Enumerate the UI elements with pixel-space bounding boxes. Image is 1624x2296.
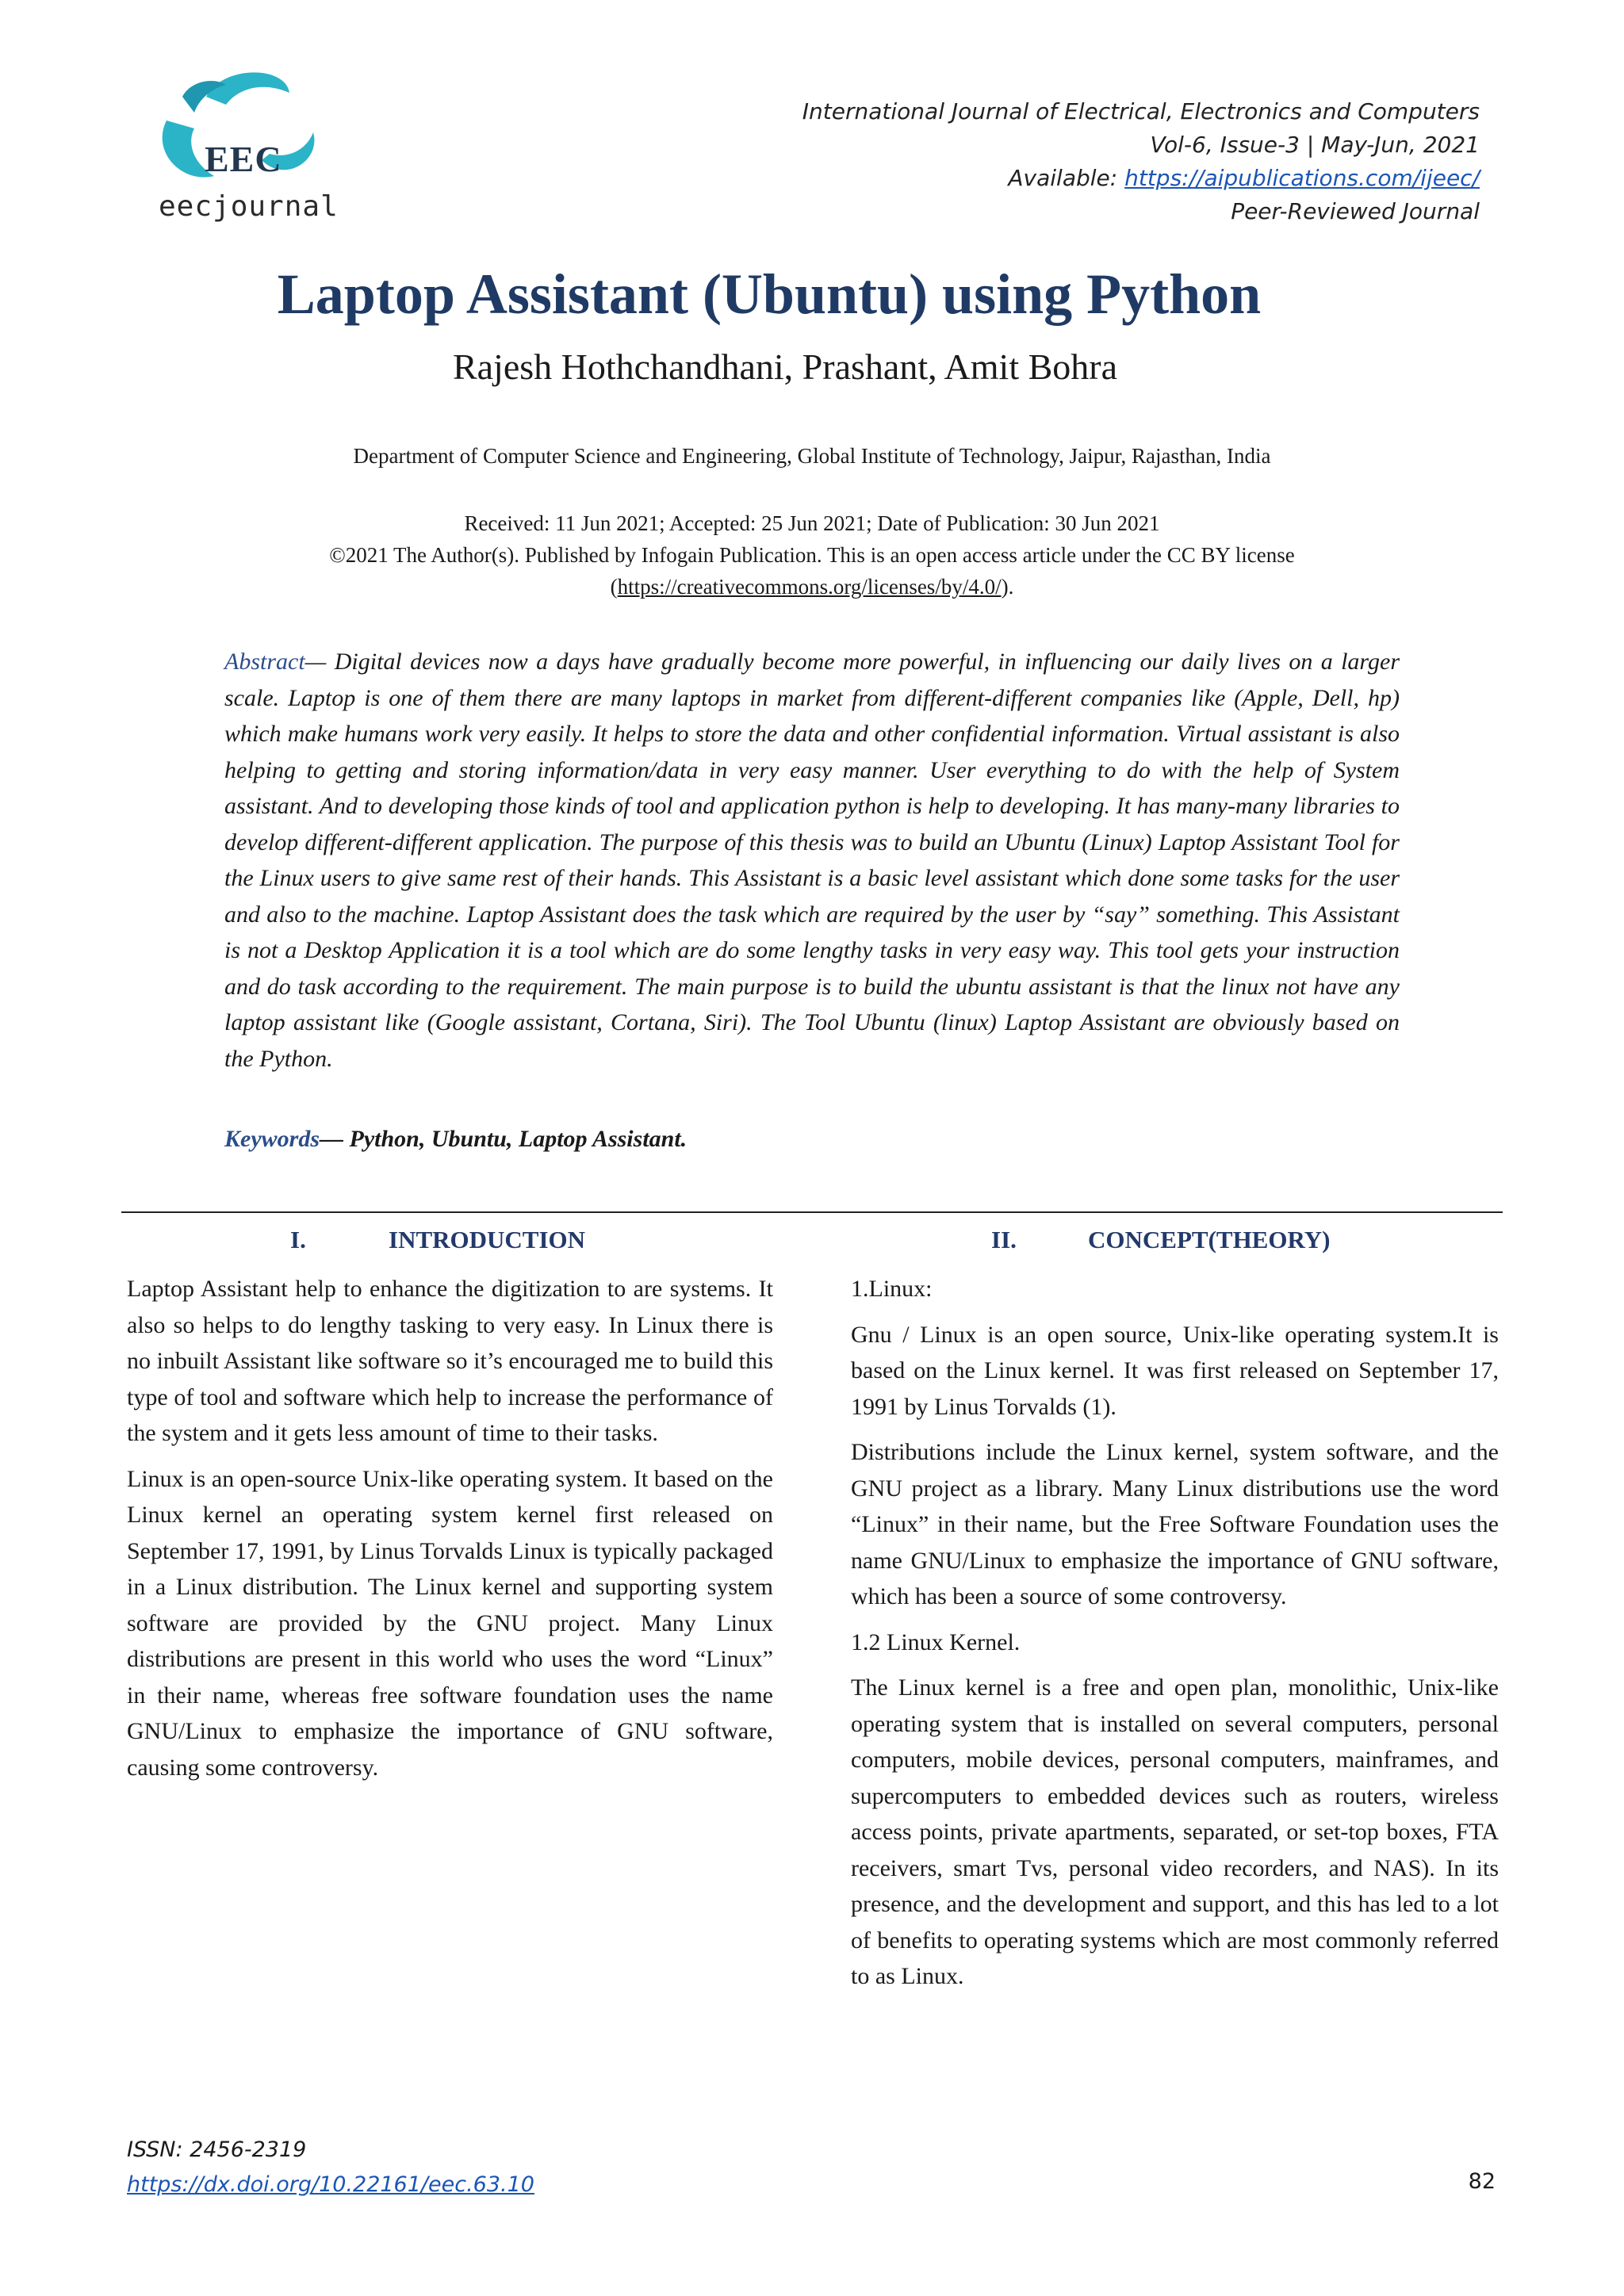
intro-paragraph: Linux is an open-source Unix-like operating system. It based on the Linux kernel an operating system kernel first released on September 17, 1991, by Linus Torvalds Linux is typically packaged in a Linux distribution. The Linux kernel and supporting system software are provided by the GNU project. Many Linux distributions are present in this world who uses the word “Linux” in their name, whereas free software foundation uses the name GNU/Linux to emphasize the importance of GNU software, causing some controversy. (127, 1465, 773, 1781)
journal-url-link[interactable]: https://aipublications.com/ijeec/ (1124, 165, 1480, 191)
publication-info (0, 507, 1624, 603)
journal-info (802, 95, 1480, 228)
concept-paragraph: Gnu / Linux is an open source, Unix-like operating system.It is based on the Linux kernel. It was first released on September 17, 1991 by Linus Torvalds (1). (851, 1321, 1499, 1420)
review-type: Peer-Reviewed Journal (1231, 198, 1480, 224)
available-label: Available: (1008, 165, 1118, 191)
concept-column (851, 1271, 1499, 2004)
license-link[interactable]: https://creativecommons.org/licenses/by/4.0/ (617, 575, 1002, 599)
intro-number: I. (290, 1226, 306, 1253)
footer (127, 2133, 534, 2202)
publication-dates: Received: 11 Jun 2021; Accepted: 25 Jun 2021; Date of Publication: 30 Jun 2021 (464, 511, 1160, 535)
concept-subheading: 1.Linux: (851, 1276, 933, 1302)
doi-link[interactable]: https://dx.doi.org/10.22161/eec.63.10 (127, 2172, 534, 2197)
intro-column (127, 1271, 773, 1795)
logo-wordmark: EEC (205, 139, 282, 179)
affiliation: Department of Computer Science and Engineering, Global Institute of Technology, Jaipur, Rajasthan, India (353, 444, 1271, 468)
logo-label: eecjournal (159, 190, 339, 223)
issn: ISSN: 2456-2319 (127, 2137, 307, 2162)
intro-paragraph: Laptop Assistant help to enhance the digitization to are systems. It also so helps to do lengthy tasking to very easy. In Linux there is no inbuilt Assistant like software so it’s encouraged me to build this type of tool and software which help to increase the performance of the system and it gets less amount of time to their tasks. (127, 1276, 773, 1446)
abstract-label: Abstract (224, 649, 305, 675)
volume-issue: Vol-6, Issue-3 | May-Jun, 2021 (1150, 132, 1480, 158)
section-divider (121, 1211, 1503, 1213)
abstract (224, 644, 1400, 1077)
abstract-text: — Digital devices now a days have gradually become more powerful, in influencing our daily lives on a larger scale. Laptop is one of them there are many laptops in market from different-different companies like (Apple, Dell, hp) which make humans work very easily. It helps to store the data and other confidential information. Virtual assistant is also helping to getting and storing information/data in very easy manner. User everything to do with the help of System assistant. And to developing those kinds of tool and application python is help to developing. It has many-many libraries to develop different-different application. The purpose of this thesis was to build an Ubuntu (Linux) Laptop Assistant Tool for the Linux users to give same rest of their hands. This Assistant is a basic level assistant which done some tasks for the user and also to the machine. Laptop Assistant does the task which are required by the user by “say” something. This Assistant is not a Desktop Application it is a tool which are do some lengthy tasks in very easy way. This tool gets your instruction and do task according to the requirement. The main purpose is to build the ubuntu assistant is that the linux not have any laptop assistant like (Google assistant, Cortana, Siri). The Tool Ubuntu (linux) Laptop Assistant are obviously based on the Python. (224, 649, 1400, 1072)
concept-subheading: 1.2 Linux Kernel. (851, 1628, 1021, 1655)
copyright-notice: ©2021 The Author(s). Published by Infogain Publication. This is an open access article under the CC BY license (329, 543, 1295, 567)
concept-number: II. (991, 1226, 1017, 1253)
intro-title: INTRODUCTION (389, 1226, 586, 1253)
license-open: ( (610, 575, 618, 599)
concept-title: CONCEPT(THEORY) (1088, 1226, 1331, 1253)
keywords-label: Keywords (224, 1126, 320, 1152)
keywords-text: — Python, Ubuntu, Laptop Assistant. (320, 1126, 688, 1152)
concept-paragraph: Distributions include the Linux kernel, system software, and the GNU project as a library. Many Linux distributions use the word “Linux” in their name, but the Free Software Foundation uses the name GNU/Linux to emphasize the importance of GNU software, which has been a source of some controversy. (851, 1439, 1499, 1609)
paper-authors: Rajesh Hothchandhani, Prashant, Amit Bohra (452, 346, 1118, 387)
license-line (0, 571, 1624, 603)
journal-name: International Journal of Electrical, Electronics and Computers (802, 98, 1480, 124)
paper-title: Laptop Assistant (Ubuntu) using Python (277, 262, 1262, 326)
page-number: 82 (1468, 2169, 1496, 2194)
license-close: ). (1001, 575, 1014, 599)
keywords (224, 1126, 1400, 1153)
availability (802, 162, 1480, 195)
concept-paragraph: The Linux kernel is a free and open plan, monolithic, Unix-like operating system that is installed on several computers, personal computers, mobile devices, personal computers, mainframes, and supercomputers to embedded devices such as routers, wireless access points, private apartments, separated, or set-top boxes, FTA receivers, smart Tvs, personal video recorders, and NAS). In its presence, and the development and support, and this has led to a lot of benefits to operating systems which are most commonly referred to as Linux. (851, 1674, 1499, 1989)
journal-logo (151, 65, 339, 232)
